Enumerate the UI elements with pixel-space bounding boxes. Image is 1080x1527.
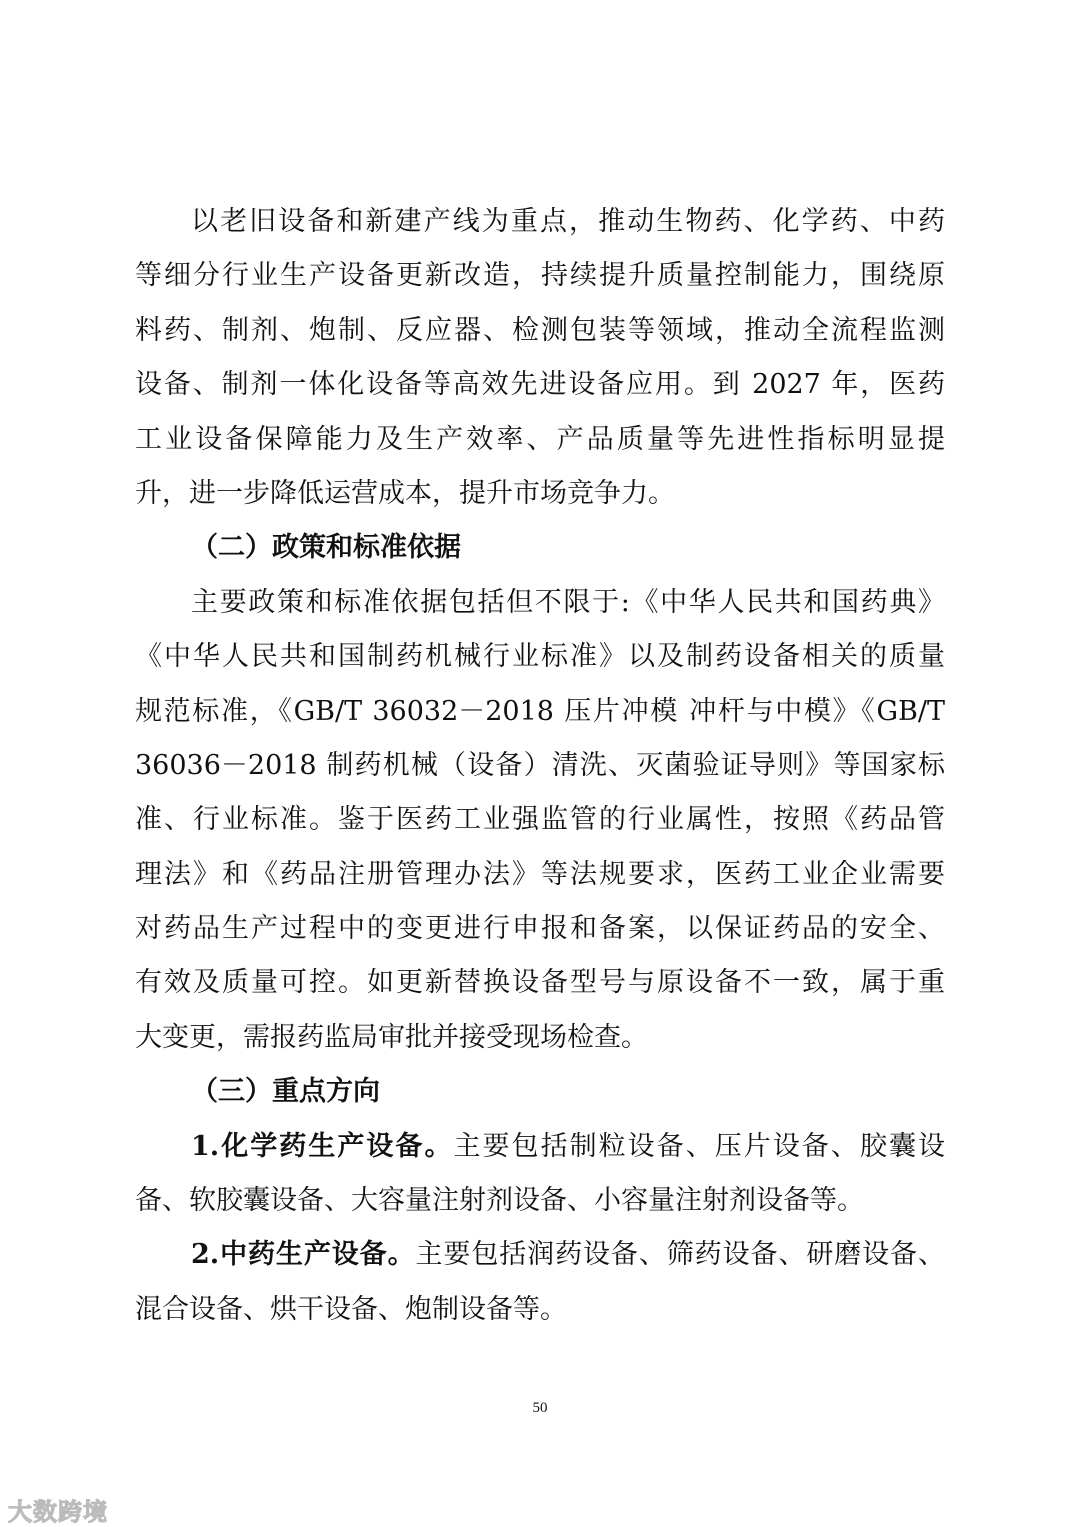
text-segment: 36036－2018 制药机械（设备）清洗、灭菌验证导则》等国家标 — [135, 749, 945, 781]
text-segment: 对药品生产过程中的变更进行申报和备案，以保证药品的安全、 — [135, 913, 945, 945]
text-line — [135, 249, 945, 303]
document-body — [135, 195, 945, 1337]
text-line — [135, 739, 945, 793]
text-line — [135, 467, 945, 521]
text-segment: 混合设备、烘干设备、炮制设备等。 — [135, 1293, 567, 1325]
text-segment: 理法》和《药品注册管理办法》等法规要求，医药工业企业需要 — [135, 858, 945, 890]
section-heading — [135, 1065, 945, 1119]
text-line — [135, 1120, 945, 1174]
paragraph — [135, 1120, 945, 1229]
paragraph — [135, 576, 945, 1066]
page-number: 50 — [532, 1400, 548, 1416]
text-segment: 主要包括润药设备、筛药设备、研磨设备、 — [415, 1239, 946, 1271]
text-segment: 等细分行业生产设备更新改造，持续提升质量控制能力，围绕原 — [135, 260, 945, 292]
text-line — [135, 413, 945, 467]
text-segment: 以老旧设备和新建产线为重点，推动生物药、化学药、中药 — [191, 206, 945, 237]
section-heading — [135, 521, 945, 575]
text-line — [135, 956, 945, 1010]
text-segment: 《中华人民共和国制药机械行业标准》以及制药设备相关的质量 — [135, 641, 945, 673]
paragraph — [135, 195, 945, 521]
text-segment: 料药、制剂、炮制、反应器、检测包装等领域，推动全流程监测 — [135, 314, 945, 346]
watermark-logo: 大数跨境 — [8, 1498, 108, 1526]
text-segment: 规范标准，《GB/T 36032－2018 压片冲模 冲杆与中模》《GB/T — [135, 695, 945, 727]
text-line — [135, 195, 945, 249]
text-segment: 备、软胶囊设备、大容量注射剂设备、小容量注射剂设备等。 — [135, 1185, 864, 1217]
text-segment: 主要政策和标准依据包括但不限于:《中华人民共和国药典》 — [191, 586, 945, 618]
text-segment: 设备、制剂一体化设备等高效先进设备应用。到 2027 年，医药 — [135, 369, 945, 401]
text-segment: 升，进一步降低运营成本，提升市场竞争力。 — [135, 477, 675, 509]
paragraph — [135, 1228, 945, 1337]
text-line — [135, 576, 945, 630]
text-line — [135, 1065, 945, 1119]
text-line — [135, 902, 945, 956]
text-segment: 工业设备保障能力及生产效率、产品质量等先进性指标明显提 — [135, 423, 945, 455]
text-line — [135, 521, 945, 575]
text-line — [135, 848, 945, 902]
text-line — [135, 685, 945, 739]
text-segment: （二）政策和标准依据 — [191, 532, 461, 564]
text-line — [135, 630, 945, 684]
bold-lead-text: 1.化学药生产设备。 — [191, 1130, 454, 1162]
text-line — [135, 358, 945, 412]
text-line — [135, 1228, 945, 1282]
text-segment: （三）重点方向 — [191, 1076, 380, 1108]
text-line — [135, 1174, 945, 1228]
text-segment: 主要包括制粒设备、压片设备、胶囊设 — [453, 1130, 946, 1162]
text-segment: 大变更，需报药监局审批并接受现场检查。 — [135, 1021, 648, 1053]
bold-lead-text: 2.中药生产设备。 — [191, 1239, 416, 1271]
text-line — [135, 793, 945, 847]
text-line — [135, 1283, 945, 1337]
text-segment: 有效及质量可控。如更新替换设备型号与原设备不一致，属于重 — [135, 967, 945, 999]
text-line — [135, 1011, 945, 1065]
text-line — [135, 304, 945, 358]
text-segment: 准、行业标准。鉴于医药工业强监管的行业属性，按照《药品管 — [135, 804, 945, 836]
